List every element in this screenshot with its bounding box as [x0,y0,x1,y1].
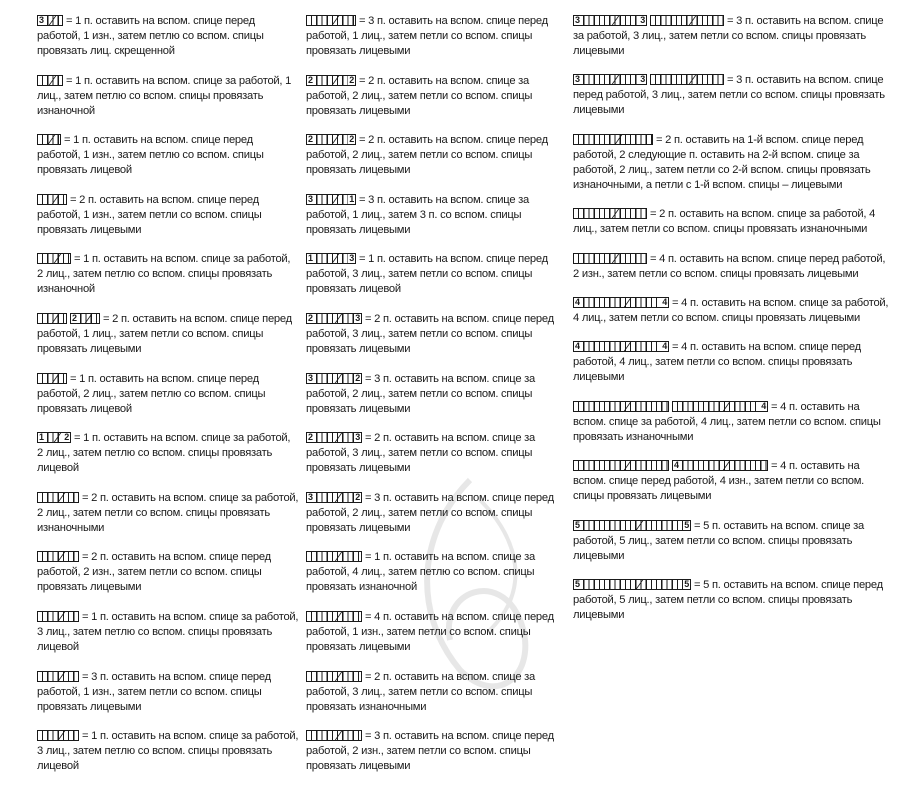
cable-symbol-group [306,75,359,87]
cable-symbol-icon [70,313,100,324]
symbol-count-right: 2 [355,491,360,502]
cable-symbol-group [37,313,103,325]
cable-symbol-group [37,253,74,265]
legend-description: = 5 п. оставить на вспом. спице перед работой, 5 лиц., затем петли со вспом. спицы провязать лицевыми [573,578,883,621]
symbol-count-left: 3 [308,491,313,502]
symbol-count-left: 3 [39,15,44,25]
legend-description: = 1 п. оставить на вспом. спице за работой, 2 лиц., затем петлю со вспом. спицы провязать лицевой [37,432,291,475]
cable-symbol-group [573,460,771,472]
legend-entry [37,252,299,297]
legend-entry [306,670,564,715]
legend-entry [37,729,299,774]
cable-symbol-group [37,15,66,27]
cable-symbol-icon [573,134,653,145]
cable-symbol-icon [306,134,356,145]
legend-column-3 [573,14,891,637]
cable-symbol-icon [650,15,724,26]
legend-entry [306,74,564,119]
legend-entry [573,578,891,623]
legend-description: = 2 п. оставить на вспом. спице перед работой, 1 изн., затем петли со вспом. спицы провязать лицевыми [37,193,262,236]
symbol-count-left: 5 [575,578,580,589]
cable-symbol-icon [37,313,67,324]
cable-symbol-icon [37,730,79,741]
legend-description: = 4 п. оставить на вспом. спице за работой, 4 лиц., затем петли со вспом. спицы провязать изнаночными [573,400,881,443]
cable-symbol-group [573,579,694,591]
legend-entry [573,400,891,445]
legend-description: = 3 п. оставить на вспом. спице перед работой, 1 изн., затем петли со вспом. спицы провязать лицевыми [37,670,271,713]
cable-symbol-group [573,208,650,220]
cable-symbol-icon [573,253,647,264]
symbol-count-left: 3 [308,372,313,383]
legend-entry [573,73,891,118]
cable-symbol-group [573,341,672,353]
legend-entry [37,312,299,357]
cable-symbol-icon [37,611,79,622]
cable-symbol-group [573,297,672,309]
symbol-count-right: 3 [355,432,360,443]
cable-symbol-icon [37,671,79,682]
cable-symbol-icon [573,460,669,471]
legend-description: = 4 п. оставить на вспом. спице перед работой, 4 изн., затем петли со вспом. спицы провязать лицевыми [573,460,865,503]
cable-symbol-icon [306,730,362,741]
cable-symbol-group [306,194,359,206]
cable-symbol-icon [37,253,71,264]
cable-symbol-icon [306,432,362,443]
cable-symbol-group [37,671,82,683]
symbol-count-left: 2 [308,312,313,323]
cable-symbol-icon [37,551,79,562]
cable-symbol-group [306,551,365,563]
cable-symbol-icon [37,432,71,443]
legend-description: = 1 п. оставить на вспом. спице за работой, 2 лиц., затем петлю со вспом. спицы провязать изнаночной [37,253,291,296]
cable-symbol-icon [573,74,647,85]
cable-symbol-group [37,611,82,623]
cable-symbol-group [37,432,74,444]
cable-symbol-group [573,253,650,265]
symbol-count-left: 4 [674,460,679,471]
cable-symbol-group [306,253,359,265]
cable-symbol-group [37,373,70,385]
legend-entry [306,491,564,536]
legend-description: = 2 п. оставить на вспом. спице перед работой, 1 лиц., затем петли со вспом. спицы провязать лицевыми [37,312,292,355]
legend-description: = 2 п. оставить на 1-й вспом. спице перед работой, 2 следующие п. оставить на 2-й вспом. спице за работой, 2 лиц., затем петли со 2-й вспом. спицы провязать изнаночными, а петли с 1-й вспом. спицы – лицевыми [573,133,871,191]
cable-symbol-icon [306,75,356,86]
symbol-count-left: 4 [575,296,580,307]
symbol-count-right: 2 [349,134,354,145]
cable-symbol-group [306,432,365,444]
cable-symbol-group [306,671,365,683]
cable-symbol-icon [573,401,669,412]
legend-description: = 1 п. оставить на вспом. спице перед работой, 2 лиц., затем петлю со вспом. спицы провязать лицевой [37,372,266,415]
cable-symbol-group [573,15,727,27]
legend-description: = 3 п. оставить на вспом. спице перед работой, 1 лиц., затем петли со вспом. спицы провязать лицевыми [306,15,548,57]
symbol-count-left: 2 [308,134,313,145]
legend-description: = 1 п. оставить на вспом. спице за работой, 4 лиц., затем петлю со вспом. спицы провязать изнаночной [306,551,536,594]
symbol-count-right: 2 [349,74,354,85]
symbol-count-left: 2 [308,432,313,443]
cable-symbol-group [37,730,82,742]
legend-entry [37,610,299,655]
symbol-count-right: 5 [684,519,689,530]
symbol-count-right: 4 [761,400,766,411]
cable-symbol-icon [672,401,768,412]
legend-description: = 3 п. оставить на вспом. спице за работой, 3 лиц., затем петли со вспом. спицы провязать лицевыми [573,15,884,57]
cable-symbol-group [306,730,365,742]
cable-symbol-icon [573,297,669,308]
legend-description: = 3 п. оставить на вспом. спице за работой, 1 лиц., затем 3 п. со вспом. спицы провязать лицевыми [306,193,530,236]
symbol-count-left: 2 [72,312,77,323]
legend-entry [306,193,564,238]
legend-entry [306,372,564,417]
symbol-count-right: 5 [684,578,689,589]
cable-symbol-group [37,551,82,563]
legend-entry [306,431,564,476]
symbol-count-left: 3 [575,74,580,85]
cable-symbol-icon [306,671,362,682]
legend-entry [37,14,299,59]
legend-description: = 2 п. оставить на вспом. спице за работой, 4 лиц., затем петли со вспом. спицы провязать изнаночными [573,208,876,236]
legend-description: = 3 п. оставить на вспом. спице перед работой, 3 лиц., затем петли со вспом. спицы провязать лицевыми [573,74,885,117]
legend-entry [37,372,299,417]
legend-entry [573,519,891,564]
legend-entry [306,133,564,178]
legend-description: = 2 п. оставить на вспом. спице перед работой, 2 изн., затем петли со вспом. спицы провязать лицевыми [37,551,271,594]
legend-description: = 2 п. оставить на вспом. спице за работой, 2 лиц., затем петли со вспом. спицы провязать лицевыми [306,74,533,117]
cable-symbol-icon [573,15,647,26]
cable-symbol-group [573,401,771,413]
cable-symbol-icon [573,208,647,219]
cable-symbol-icon [573,341,669,352]
cable-symbol-group [573,134,656,146]
cable-symbol-icon [650,74,724,85]
legend-entry [573,296,891,326]
legend-description: = 3 п. оставить на вспом. спице перед работой, 2 лиц., затем петли со вспом. спицы провязать лицевыми [306,491,554,534]
cable-symbol-icon [37,492,79,503]
cable-symbol-icon [37,75,63,86]
legend-description: = 2 п. оставить на вспом. спице перед работой, 2 лиц., затем петли со вспом. спицы провязать лицевыми [306,134,548,177]
legend-entry [306,729,564,774]
legend-description: = 2 п. оставить на вспом. спице за работой, 3 лиц., затем петли со вспом. спицы провязать изнаночными [306,670,536,713]
cable-symbol-group [306,15,359,27]
legend-entry [37,550,299,595]
cable-symbol-icon [306,15,356,26]
cable-symbol-icon [306,373,362,384]
symbol-count-left: 1 [308,253,313,264]
legend-entry [573,207,891,237]
symbol-count-left: 5 [575,519,580,530]
symbol-count-left: 1 [39,432,44,443]
symbol-count-right: 3 [355,312,360,323]
legend-entry [306,14,564,59]
cable-symbol-group [37,75,66,87]
symbol-count-right: 4 [662,341,667,352]
cable-symbol-group [306,313,365,325]
cable-symbol-icon [672,460,768,471]
legend-description: = 1 п. оставить на вспом. спице за работой, 1 лиц., затем петлю со вспом. спицы провязать изнаночной [37,74,292,117]
legend-description: = 2 п. оставить на вспом. спице за работой, 2 лиц., затем петли со вспом. спицы провязать изнаночными [37,491,299,534]
cable-symbol-icon [573,579,691,590]
legend-description: = 1 п. оставить на вспом. спице перед работой, 1 изн., затем петлю со вспом. спицы провязать лицевой [37,134,264,177]
cable-symbol-group [306,611,365,623]
symbol-count-right: 1 [349,193,354,204]
legend-entry [37,133,299,178]
cable-symbol-group [306,492,365,504]
cable-symbol-group [306,134,359,146]
legend-description: = 1 п. оставить на вспом. спице за работой, 3 лиц., затем петлю со вспом. спицы провязать лицевой [37,610,299,653]
legend-description: = 1 п. оставить на вспом. спице перед работой, 3 лиц., затем петли со вспом. спицы провязать лицевой [306,253,548,296]
symbol-count-right: 2 [355,372,360,383]
legend-entry [306,252,564,297]
legend-description: = 1 п. оставить на вспом. спице перед работой, 1 изн., затем петлю со вспом. спицы провязать лиц. скрещенной [37,15,264,57]
legend-entry [37,193,299,238]
cable-symbol-group [573,520,694,532]
cable-symbol-group [573,74,727,86]
symbol-count-right: 3 [640,74,645,85]
legend-entry [573,459,891,504]
legend-description: = 4 п. оставить на вспом. спице перед работой, 2 изн., затем петли со вспом. спицы провязать лицевыми [573,252,886,280]
legend-column-1 [37,14,299,789]
legend-entry [306,610,564,655]
cable-symbol-group [306,373,365,385]
legend-description: = 1 п. оставить на вспом. спице за работой, 3 лиц., затем петлю со вспом. спицы провязать лицевой [37,730,299,773]
legend-entry [37,74,299,119]
symbol-count-right: 3 [349,253,354,264]
symbol-count-left: 3 [575,15,580,25]
legend-description: = 2 п. оставить на вспом. спице за работой, 3 лиц., затем петли со вспом. спицы провязать лицевыми [306,432,536,475]
symbol-count-right: 4 [662,296,667,307]
cable-symbol-icon [37,373,67,384]
legend-description: = 2 п. оставить на вспом. спице перед работой, 3 лиц., затем петли со вспом. спицы провязать лицевыми [306,312,554,355]
legend-description: = 3 п. оставить на вспом. спице перед работой, 2 изн., затем петли со вспом. спицы провязать лицевыми [306,730,554,773]
symbol-count-right: 3 [640,15,645,25]
cable-symbol-icon [306,194,356,205]
legend-entry [306,550,564,595]
legend-column-2 [306,14,564,789]
cable-symbol-group [37,134,64,146]
cable-symbol-group [37,194,70,206]
legend-entry [573,133,891,193]
cable-symbol-icon [37,134,61,145]
legend-description: = 4 п. оставить на вспом. спице перед работой, 1 изн., затем петли со вспом. спицы провязать лицевыми [306,610,554,653]
legend-entry [573,14,891,59]
cable-symbol-icon [306,253,356,264]
legend-entry [37,670,299,715]
legend-description: = 3 п. оставить на вспом. спице за работой, 2 лиц., затем петли со вспом. спицы провязать лицевыми [306,372,536,415]
cable-symbol-icon [37,15,63,26]
symbol-count-left: 4 [575,341,580,352]
legend-entry [306,312,564,357]
cable-symbol-icon [37,194,67,205]
cable-symbol-icon [306,611,362,622]
cable-symbol-icon [306,492,362,503]
symbol-count-left: 2 [308,74,313,85]
legend-entry [37,431,299,476]
legend-description: = 4 п. оставить на вспом. спице за работой, 4 лиц., затем петли со вспом. спицы провязать лицевыми [573,296,889,324]
symbol-count-left: 3 [308,193,313,204]
legend-entry [573,340,891,385]
legend-description: = 4 п. оставить на вспом. спице перед работой, 4 лиц., затем петли со вспом. спицы провязать лицевыми [573,341,861,384]
cable-symbol-icon [306,313,362,324]
cable-symbol-group [37,492,82,504]
legend-entry [573,252,891,282]
symbol-count-right: 2 [64,432,69,443]
cable-symbol-icon [306,551,362,562]
legend-description: = 5 п. оставить на вспом. спице за работой, 5 лиц., затем петли со вспом. спицы провязать лицевыми [573,519,865,562]
legend-entry [37,491,299,536]
cable-symbol-icon [573,520,691,531]
